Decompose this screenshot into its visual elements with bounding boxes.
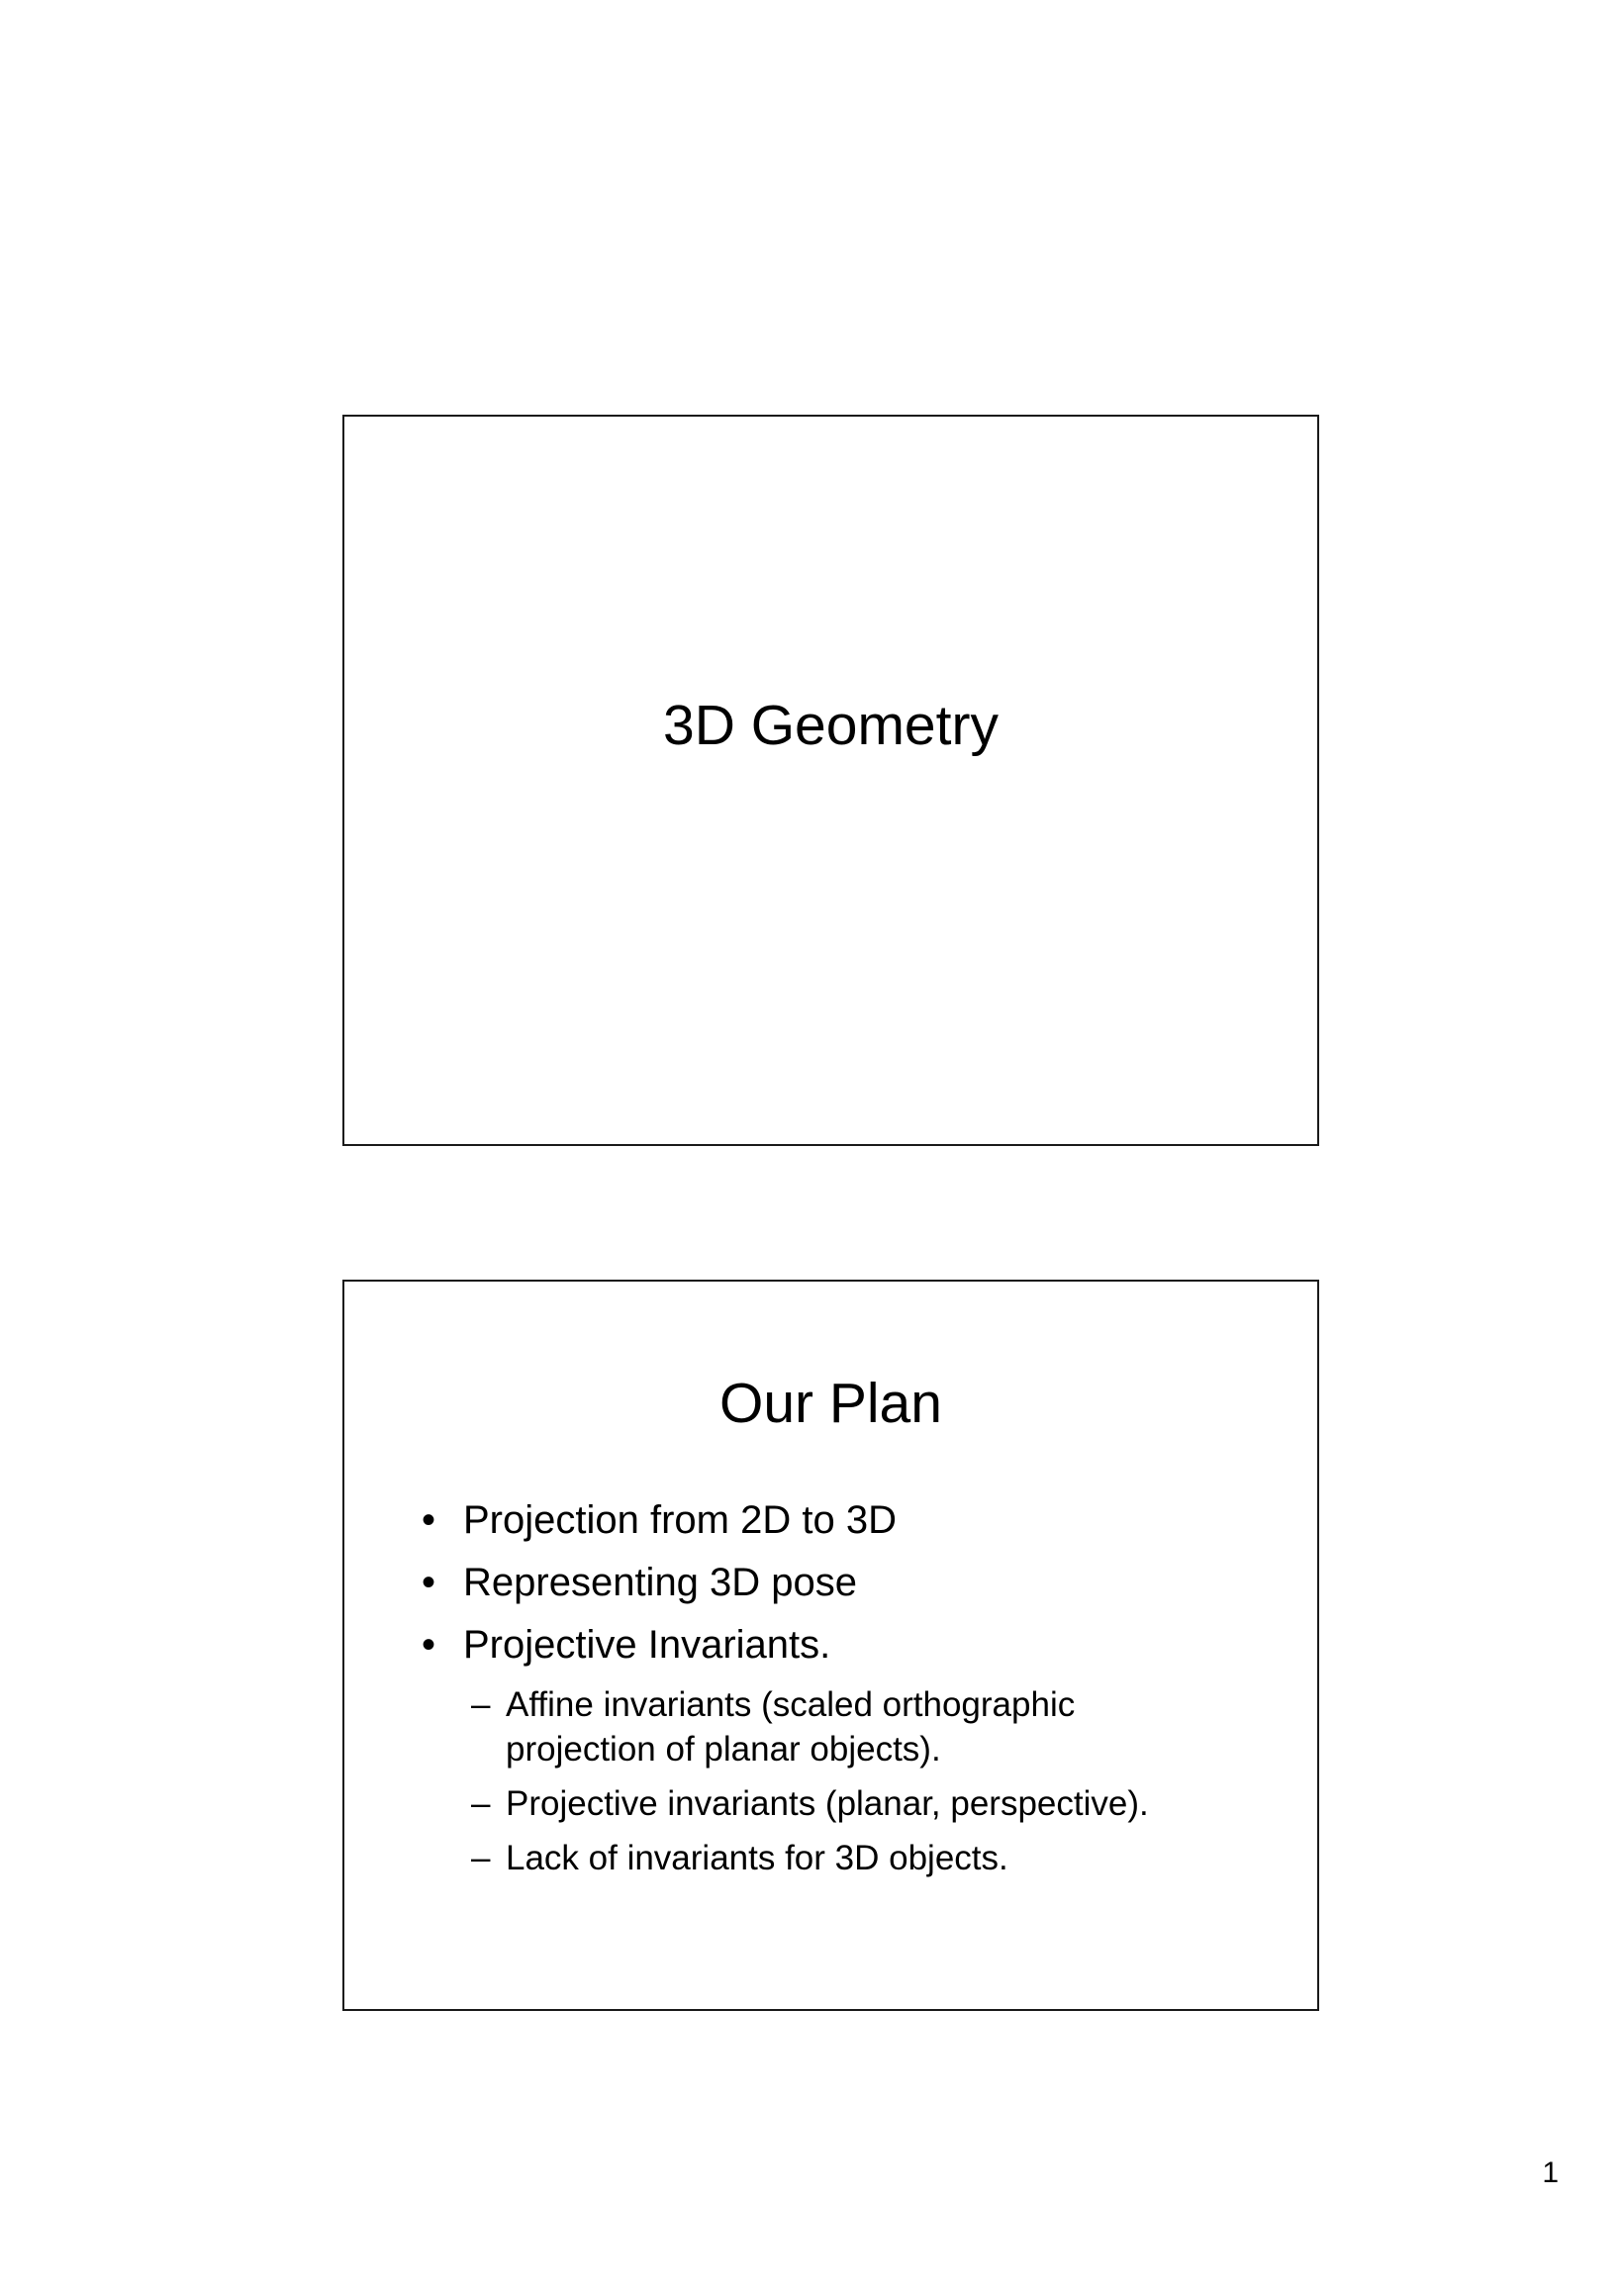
slide-2: [342, 1280, 1319, 2011]
bullet-item: [422, 1620, 1149, 1670]
slide-title: 3D Geometry: [663, 694, 999, 757]
sub-bullet-line: Affine invariants (scaled orthographic: [506, 1685, 1076, 1724]
bullet-list: [422, 1495, 1149, 1890]
sub-bullet-marker: –: [471, 1784, 491, 1823]
sub-bullet-item: [422, 1781, 1149, 1826]
bullet-marker: •: [422, 1623, 436, 1667]
bullet-text: Projective Invariants.: [463, 1623, 831, 1667]
sub-bullet-line: Projective invariants (planar, perspective).: [506, 1784, 1149, 1823]
bullet-item: [422, 1558, 1149, 1607]
sub-bullet-marker: –: [471, 1685, 491, 1724]
bullet-text: Projection from 2D to 3D: [463, 1498, 897, 1542]
sub-bullet-item: [422, 1682, 1149, 1771]
sub-bullet-marker: –: [471, 1839, 491, 1877]
slide-title: Our Plan: [719, 1372, 942, 1435]
sub-bullet-item: [422, 1836, 1149, 1880]
bullet-marker: •: [422, 1498, 436, 1542]
bullet-item: [422, 1495, 1149, 1545]
sub-bullet-line: projection of planar objects).: [506, 1730, 941, 1769]
sub-bullet-list: [422, 1682, 1149, 1880]
sub-bullet-group: [422, 1682, 1149, 1880]
slide-1: [342, 415, 1319, 1146]
bullet-marker: •: [422, 1561, 436, 1604]
bullet-text: Representing 3D pose: [463, 1561, 858, 1604]
page-number: 1: [1542, 2156, 1559, 2189]
sub-bullet-line: Lack of invariants for 3D objects.: [506, 1839, 1008, 1877]
